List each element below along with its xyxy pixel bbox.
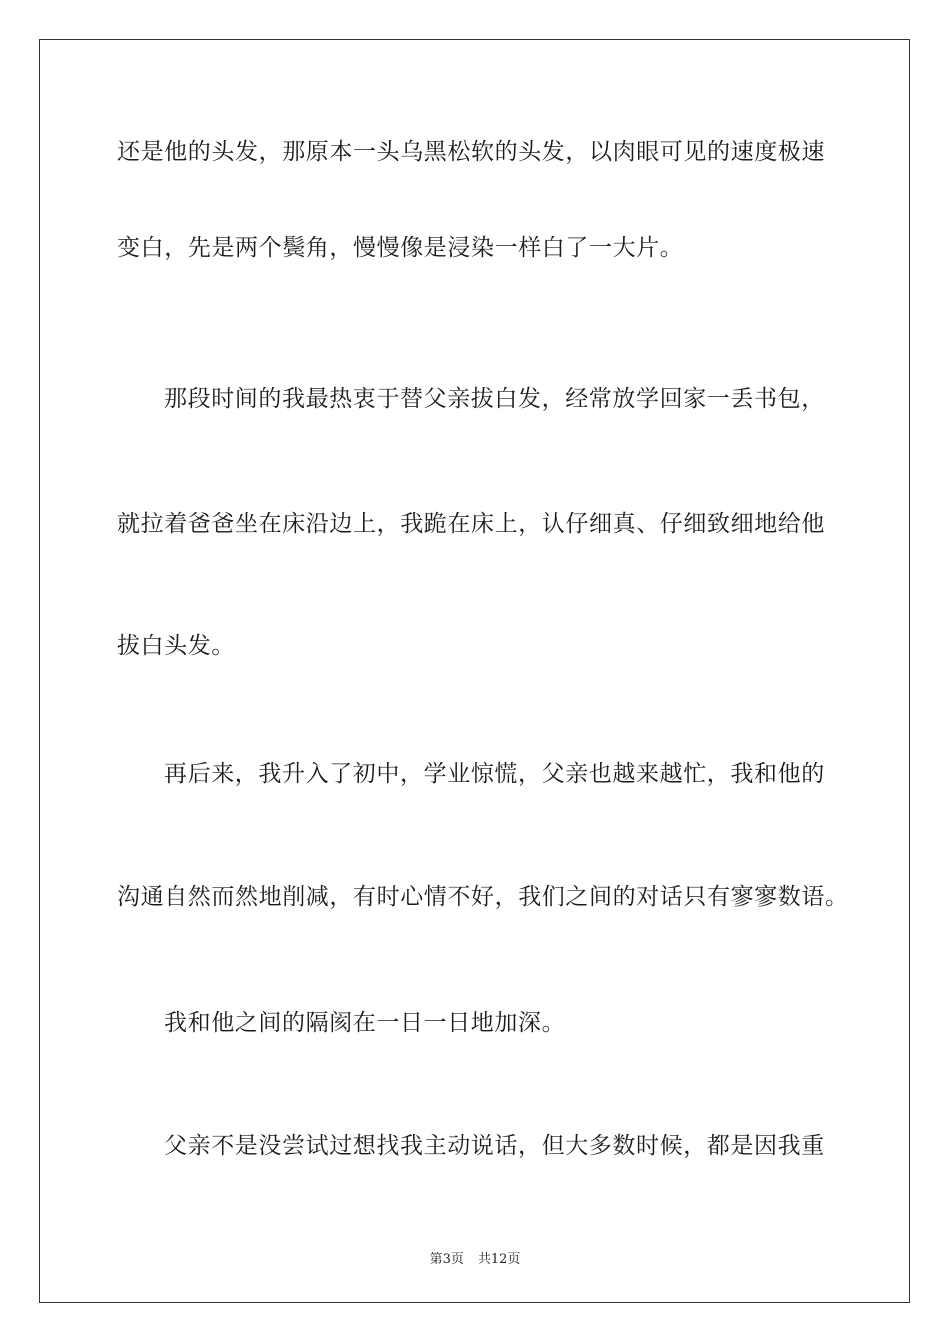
- paragraph-line: 再后来，我升入了初中，学业惊慌，父亲也越来越忙，我和他的: [164, 761, 825, 787]
- page-footer: [0, 1248, 950, 1267]
- paragraph-line: 父亲不是没尝试过想找我主动说话，但大多数时候，都是因我重: [164, 1133, 825, 1159]
- paragraph-line: 那段时间的我最热衷于替父亲拔白发，经常放学回家一丢书包，: [164, 386, 825, 412]
- paragraph-line: 变白，先是两个鬓角，慢慢像是浸染一样白了一大片。: [117, 235, 684, 261]
- page-number: 第3页: [429, 1252, 464, 1267]
- paragraph-line: 拔白头发。: [117, 633, 235, 659]
- page-border: [39, 39, 910, 1303]
- paragraph-line: 我和他之间的隔阂在一日一日地加深。: [164, 1010, 566, 1036]
- paragraph-line: 沟通自然而然地削减，有时心情不好，我们之间的对话只有寥寥数语。: [117, 884, 849, 910]
- paragraph-line: 就拉着爸爸坐在床沿边上，我跪在床上，认仔细真、仔细致细地给他: [117, 511, 825, 537]
- paragraph-line: 还是他的头发，那原本一头乌黑松软的头发，以肉眼可见的速度极速: [117, 139, 825, 165]
- page-total: 共12页: [477, 1252, 521, 1267]
